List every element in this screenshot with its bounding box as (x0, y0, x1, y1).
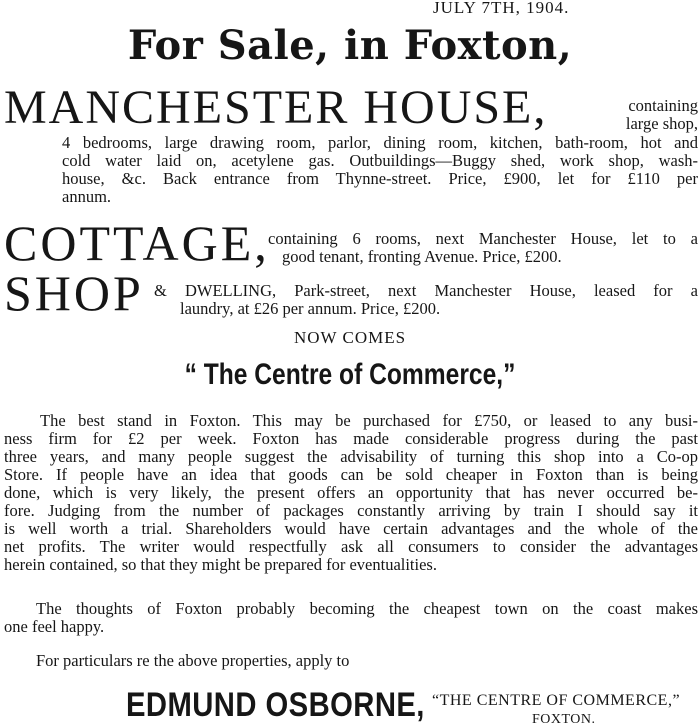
advertiser-town: FOXTON. (532, 712, 596, 727)
shop-line: & DWELLING, Park-street, next Manchester House, leased for a (154, 282, 698, 300)
paragraph-line: The best stand in Foxton. This may be purchased for £750, or leased to any busi- (40, 412, 698, 430)
paragraph-line: herein contained, so that they might be prepared for eventualities. (4, 556, 437, 574)
headline: For Sale, in Foxton, (127, 22, 573, 69)
cottage-title: COTTAGE, (4, 215, 270, 271)
paragraph-line: is well worth a trial. Shareholders would have certain advantages and the whole of the (4, 520, 698, 538)
paragraph-line: fore. Judging from the number of packages constantly arriving by train I should say it (4, 502, 698, 520)
cottage-line: containing 6 rooms, next Manchester House, let to a (268, 230, 698, 248)
paragraph-line: done, which is very likely, the present offers an opportunity that has never occurred be- (4, 484, 698, 502)
manchester-line: 4 bedrooms, large drawing room, parlor, dining room, kitchen, bath-room, hot and (62, 134, 698, 152)
manchester-containing-line: containing (628, 96, 698, 115)
manchester-line: annum. (62, 188, 112, 206)
manchester-containing (606, 97, 698, 133)
now-comes: NOW COMES (293, 328, 407, 347)
paragraph-line: The thoughts of Foxton probably becoming the cheapest town on the coast makes (36, 600, 698, 618)
particulars-line: For particulars re the above properties, apply to (36, 652, 350, 670)
centre-of-commerce-title: “ The Centre of Commerce,” (184, 358, 516, 391)
manchester-line: house, &c. Back entrance from Thynne-street. Price, £900, let for £110 per (62, 170, 698, 188)
paragraph-line: three years, and many people suggest the advisability of turning this shop into a Co-op (4, 448, 698, 466)
paragraph-line: ness firm for £2 per week. Foxton has made considerable progress during the past (4, 430, 698, 448)
cottage-line: good tenant, fronting Avenue. Price, £200. (282, 248, 562, 266)
manchester-containing-line: large shop, (625, 114, 698, 133)
paragraph-line: Store. If people have an idea that goods can be sold cheaper in Foxton than is being (4, 466, 698, 484)
paragraph-line: one feel happy. (4, 618, 105, 636)
advertiser-address-line: “THE CENTRE OF COMMERCE,” (432, 692, 681, 709)
paragraph-line: net profits. The writer would respectfully ask all consumers to consider the advantages (4, 538, 698, 556)
manchester-line: cold water laid on, acetylene gas. Outbuildings—Buggy shed, work shop, wash- (62, 152, 698, 170)
issue-date: JULY 7TH, 1904. (433, 0, 570, 17)
shop-title: SHOP (4, 265, 144, 321)
advertiser-name: EDMUND OSBORNE, (126, 686, 425, 724)
manchester-house-title: MANCHESTER HOUSE, (4, 81, 548, 134)
shop-line: laundry, at £26 per annum. Price, £200. (180, 300, 441, 318)
